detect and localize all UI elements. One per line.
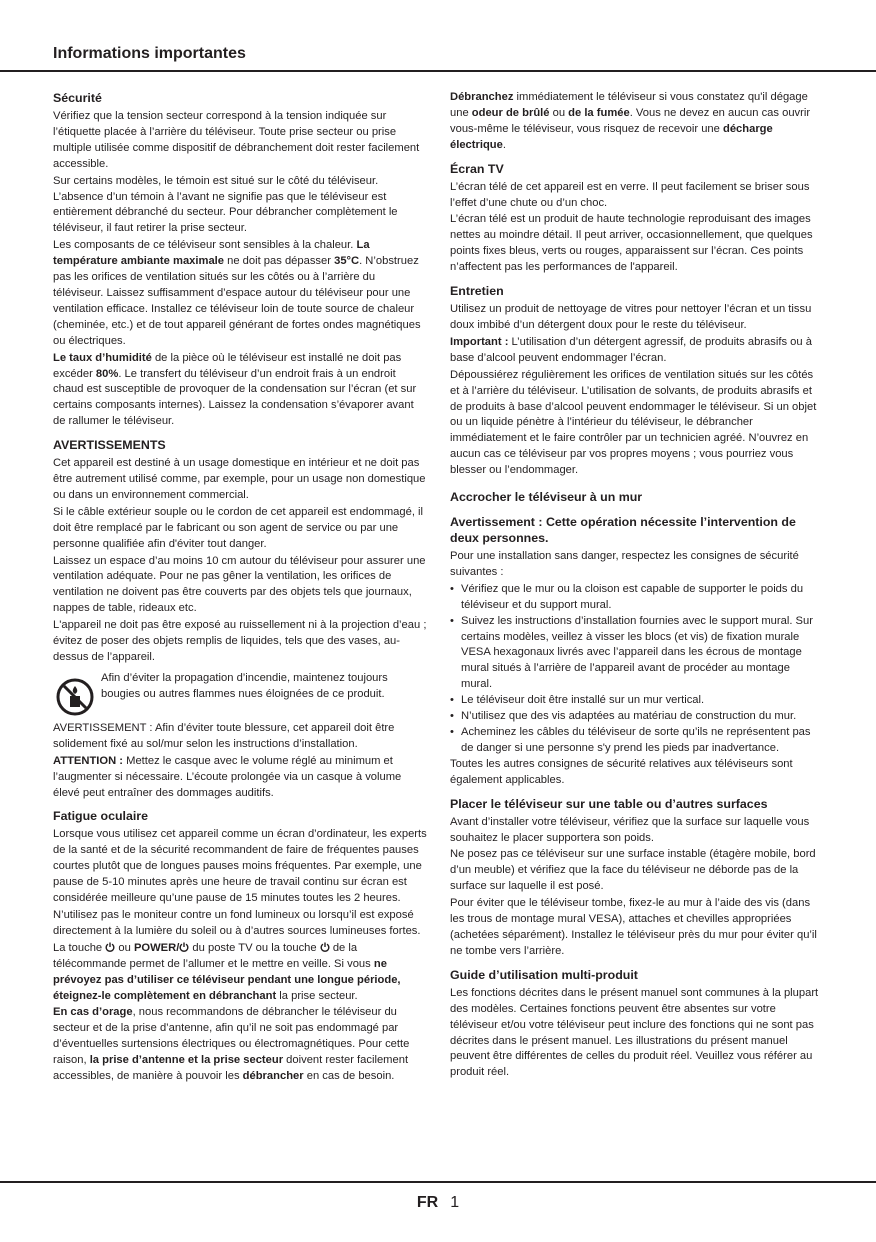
- page-header: [0, 0, 876, 74]
- no-open-flame-icon: [55, 677, 95, 717]
- section-title-mur: Accrocher le téléviseur à un mur: [450, 490, 643, 505]
- paragraph: Important : L’utilisation d’un détergent agressif, de produits abrasifs ou à base d’alcool peuvent endommager l’écran.: [450, 335, 812, 364]
- left-column: [53, 90, 428, 1086]
- page-footer: [0, 1194, 876, 1212]
- paragraph: La touche ou POWER/ du poste TV ou la touche de la télécommande permet de l’allumer et le mettre en veille. Si vous ne prévoyez pas d’utiliser ce téléviseur pendant une longue période, éteignez-le complètement en débranchant la prise secteur.: [53, 941, 401, 1002]
- list-item: • N’utilisez que des vis adaptées au matériau de construction du mur.: [450, 709, 824, 725]
- section-title-securite: Sécurité: [53, 91, 102, 105]
- paragraph: Utilisez un produit de nettoyage de vitres pour nettoyer l’écran et un tissu doux imbibé d’un détergent doux pour le reste du téléviseur.: [450, 303, 812, 331]
- section-subtitle-mur: Avertissement : Cette opération nécessite l’intervention de deux personnes.: [450, 515, 796, 546]
- paragraph: Débranchez immédiatement le téléviseur si vous constatez qu'il dégage une odeur de brûlé ou de la fumée. Vous ne devez en aucun cas ouvrir vous-même le téléviseur, vous risquez de recevoir une décharge électrique.: [450, 91, 811, 151]
- paragraph: Pour éviter que le téléviseur tombe, fixez-le au mur à l’aide des vis (dans les trous de montage mural VESA), attaches et chevilles appropriées (achetées séparément). Installez le téléviseur près du mur pour éviter qu’il ne tombe vers l’arrière.: [450, 897, 817, 957]
- section-title-avertissements: AVERTISSEMENTS: [53, 438, 166, 453]
- list-item: • Le téléviseur doit être installé sur un mur vertical.: [450, 693, 824, 709]
- paragraph: Lorsque vous utilisez cet appareil comme un écran d’ordinateur, les experts de la santé et de la sécurité recommandent de faire de fréquentes pauses courtes plutôt que de longues pauses moins fréquentes. Par exemple, une pause de 5-10 minutes après une heure de travail continu sur écran est considérée meilleure qu’une pause de 15 minutes toutes les 2 heures.: [53, 828, 427, 905]
- paragraph: Ne posez pas ce téléviseur sur une surface instable (étagère mobile, bord d’un meuble) et vérifiez que la face du téléviseur ne déborde pas de la surface sur laquelle il est posé.: [450, 848, 816, 893]
- bullet-list: [450, 582, 824, 757]
- page-title: Informations importantes: [53, 45, 246, 62]
- list-item: • Acheminez les câbles du téléviseur de sorte qu’ils ne représentent pas de danger si une personne s'y prend les pieds par inadvertance.: [450, 725, 824, 757]
- section-title-ecran: Écran TV: [450, 161, 504, 176]
- paragraph: Les composants de ce téléviseur sont sensibles à la chaleur. La température ambiante maximale ne doit pas dépasser 35°C. N’obstruez pas les orifices de ventilation situés sur les côtés ou à l’arrière du téléviseur. Laissez suffisamment d’espace autour du téléviseur pour une ventilation efficace. Installez ce téléviseur loin de toute source de chaleur (cheminée, etc.) et de tout appareil générant de fortes ondes magnétiques ou électriques.: [53, 239, 421, 347]
- power-icon: [105, 942, 115, 952]
- paragraph: Cet appareil est destiné à un usage domestique en intérieur et ne doit pas être autrement utilisé comme, par exemple, pour un usage non domestique ou dans un environnement commercial.: [53, 457, 426, 501]
- section-title-guide: Guide d’utilisation multi-produit: [450, 967, 638, 982]
- header-rule: [0, 70, 876, 72]
- paragraph: N’utilisez pas le moniteur contre un fond lumineux ou lorsqu’il est exposé directement à la lumière du soleil ou à d’autres sources lumineuses fortes.: [53, 908, 421, 937]
- paragraph: ATTENTION : Mettez le casque avec le volume réglé au minimum et l’augmenter si nécessaire. L’écoute prolongée via un casque à volume élevé peut entraîner des dommages auditifs.: [53, 754, 402, 799]
- paragraph: Laissez un espace d’au moins 10 cm autour du téléviseur pour assurer une ventilation adéquate. Pour ne pas gêner la ventilation, les orifices de ventilation ne doivent pas être couverts par des objets tels que journaux, nappes de table, rideaux etc.: [53, 554, 426, 615]
- list-item: • Suivez les instructions d’installation fournies avec le support mural. Sur certains modèles, veillez à visser les blocs (et vis) de fixation murale VESA hexagonaux livrés avec l’appareil dans les écrous de montage mural situés à l’arrière de l’appareil avant de procéder au montage mural.: [450, 614, 824, 694]
- paragraph: Dépoussiérez régulièrement les orifices de ventilation situés sur les côtés et à l’arrière du téléviseur. L’utilisation de solvants, de produits abrasifs et de produits à base d’alcool peuvent endommager le téléviseur. Si un objet ou un liquide pénètre à l’intérieur du téléviseur, le débrancher immédiatement et le faire contrôler par un technicien agréé. N’ouvrez en aucun cas ce téléviseur par vos propres moyens ; vous pourriez vous blesser ou l’endommager.: [450, 368, 817, 477]
- section-title-table: Placer le téléviseur sur une table ou d’autres surfaces: [450, 796, 768, 811]
- paragraph: Avant d’installer votre téléviseur, vérifiez que la surface sur laquelle vous souhaitez le placer supportera son poids.: [450, 815, 810, 844]
- page-number: 1: [450, 1194, 460, 1211]
- fire-warning-text: Afin d’éviter la propagation d’incendie, maintenez toujours bougies ou autres flammes nues éloignées de ce produit.: [101, 671, 388, 700]
- paragraph: Pour une installation sans danger, respectez les consignes de sécurité suivantes :: [450, 550, 799, 578]
- list-item: • Vérifiez que le mur ou la cloison est capable de supporter le poids du téléviseur et du support mural.: [450, 582, 824, 614]
- paragraph: Si le câble extérieur souple ou le cordon de cet appareil est endommagé, il doit être remplacé par le fabricant ou son agent de service ou par une personne qualifiée afin d'éviter tout danger.: [53, 505, 424, 550]
- power-icon: [179, 942, 189, 952]
- paragraph: Vérifiez que la tension secteur correspond à la tension indiquée sur l’étiquette placée à l’arrière du téléviseur. Toute prise secteur ou prise multiple utilisée comme dispositif de débranchement doit rester facilement accessible.: [53, 110, 420, 170]
- paragraph: L’écran télé de cet appareil est en verre. Il peut facilement se briser sous l’effet d’une chute ou d’un choc.: [450, 180, 810, 209]
- paragraph: En cas d’orage, nous recommandons de débrancher le téléviseur du secteur et de la prise d’antenne, afin qu’il ne soit pas endommagé par d’éventuelles surtensions électriques ou électromagnétiques. Pour cette raison, la prise d’antenne et la prise secteur doivent rester facilement accessibles, de manière à pouvoir les débrancher en cas de besoin.: [53, 1006, 410, 1083]
- language-code: FR: [416, 1194, 439, 1211]
- power-icon: [320, 942, 330, 952]
- paragraph: Les fonctions décrites dans le présent manuel sont communes à la plupart des modèles. Certaines fonctions peuvent être absentes sur votre téléviseur et/ou votre téléviseur peut inclure des fonctions qui ne sont pas décrites dans le présent manuel. Les illustrations du présent manuel peuvent être différentes de celles du produit réel. Veuillez vous référer au produit réel.: [450, 986, 819, 1079]
- section-title-fatigue: Fatigue oculaire: [53, 809, 149, 824]
- fire-warning: [53, 671, 428, 717]
- right-column: [450, 90, 824, 1082]
- paragraph: L'appareil ne doit pas être exposé au ruissellement ni à la projection d’eau ; évitez de poser des objets remplis de liquides, tels que des vases, au-dessus de l’appareil.: [53, 619, 427, 663]
- paragraph: AVERTISSEMENT : Afin d’éviter toute blessure, cet appareil doit être solidement fixé au sol/mur selon les instructions d’installation.: [53, 721, 395, 750]
- paragraph: Toutes les autres consignes de sécurité relatives aux téléviseurs sont également applicables.: [450, 757, 793, 786]
- paragraph: Le taux d’humidité de la pièce où le téléviseur est installé ne doit pas excéder 80%. Le transfert du téléviseur d’un endroit frais à un endroit chaud est susceptible de provoquer de la condensation sur l’écran (et sur certains composants internes). Laissez la condensation s’évaporer avant de rallumer le téléviseur.: [53, 351, 417, 428]
- paragraph: Sur certains modèles, le témoin est situé sur le côté du téléviseur. L’absence d’un témoin à l’avant ne signifie pas que le téléviseur est entièrement débranché du secteur. Pour débrancher complètement le téléviseur, il faut retirer la prise secteur.: [53, 174, 398, 235]
- section-title-entretien: Entretien: [450, 284, 504, 299]
- footer-rule: [0, 1181, 876, 1183]
- paragraph: L’écran télé est un produit de haute technologie reproduisant des images nettes au moindre détail. Il peut arriver, occasionnellement, que quelques points fixes bleus, verts ou rouges, apparaissent sur l’écran. Ces points n’affectent pas les performances de l'appareil.: [450, 213, 813, 274]
